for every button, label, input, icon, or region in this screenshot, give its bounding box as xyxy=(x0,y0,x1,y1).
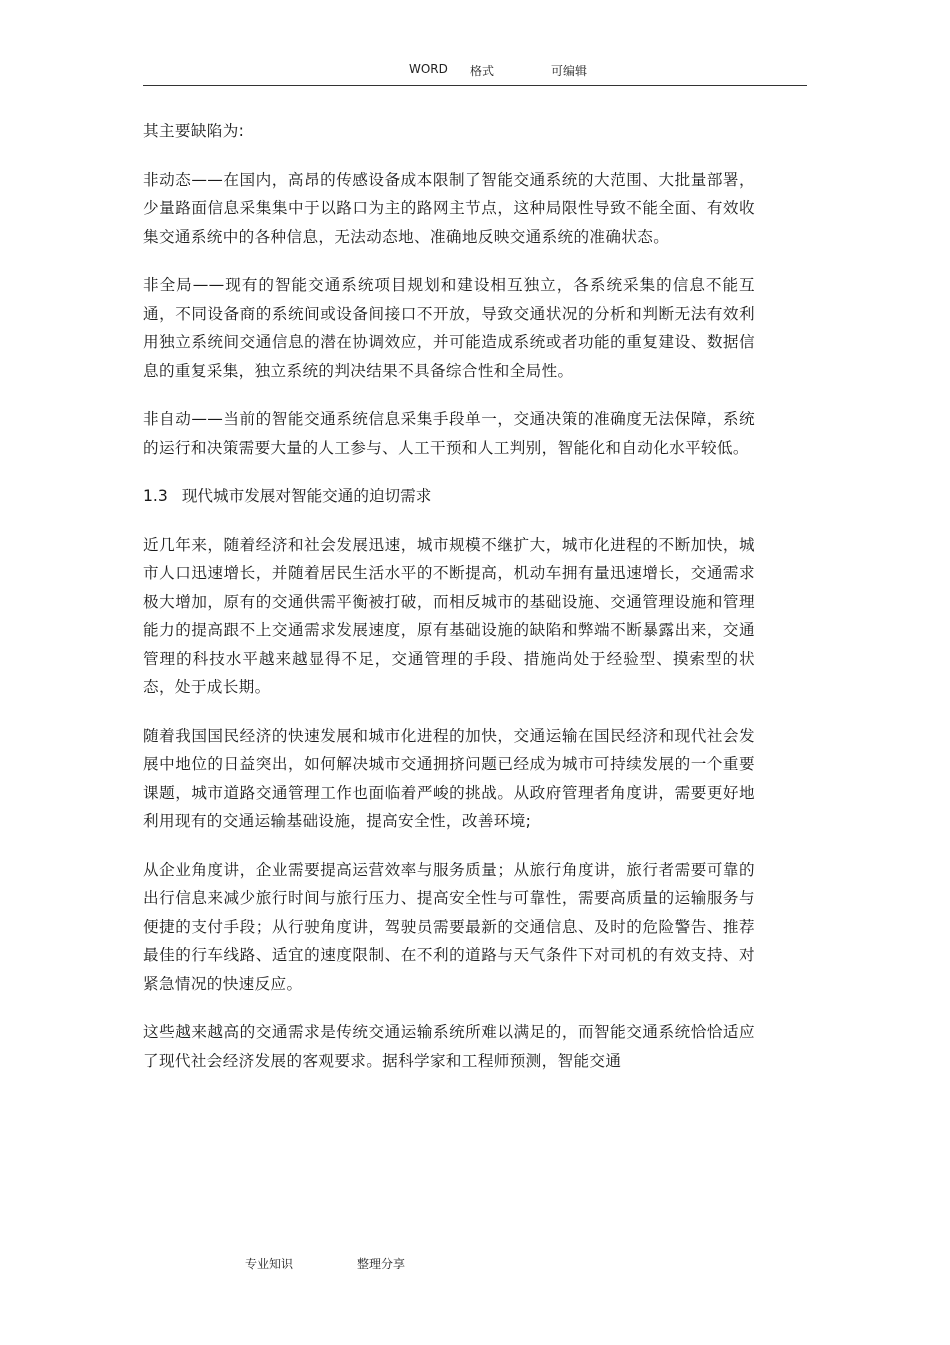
page-footer xyxy=(0,1255,950,1273)
page-header xyxy=(0,62,950,82)
section-title: 现代城市发展对智能交通的迫切需求 xyxy=(181,487,432,505)
section-heading xyxy=(143,482,755,511)
intro-paragraph: 其主要缺陷为: xyxy=(143,122,245,140)
footer-left: 专业知识 xyxy=(245,1257,294,1271)
paragraph-2: 随着我国国民经济的快速发展和城市化进程的加快，交通运输在国民经济和现代社会发展中地位的日益突出，如何解决城市交通拥挤问题已经成为城市可持续发展的一个重要课题，城市道路交通管理工作也面临着严峻的挑战。从政府管理者角度讲，需要更好地利用现有的交通运输基础设施，提高安全性，改善环境; xyxy=(143,726,755,830)
paragraph-1: 近几年来，随着经济和社会发展迅速，城市规模不继扩大，城市化进程的不断加快，城市人口迅速增长，并随着居民生活水平的不断提高，机动车拥有量迅速增长，交通需求极大增加，原有的交通供需平衡被打破，而相反城市的基础设施、交通管理设施和管理能力的提高跟不上交通需求发展速度，原有基础设施的缺陷和弊端不断暴露出来，交通管理的科技水平越来越显得不足，交通管理的手段、措施尚处于经验型、摸索型的状态，处于成长期。 xyxy=(143,535,755,696)
paragraph-non-global: 非全局——现有的智能交通系统项目规划和建设相互独立，各系统采集的信息不能互通，不同设备商的系统间或设备间接口不开放，导致交通状况的分析和判断无法有效利用独立系统间交通信息的潜在协调效应，并可能造成系统或者功能的重复建设、数据信息的重复采集，独立系统的判决结果不具备综合性和全局性。 xyxy=(143,276,755,380)
document-body xyxy=(143,117,755,1095)
paragraph-4: 这些越来越高的交通需求是传统交通运输系统所难以满足的，而智能交通系统恰恰适应了现代社会经济发展的客观要求。据科学家和工程师预测，智能交通 xyxy=(143,1023,755,1070)
header-editable: 可编辑 xyxy=(551,64,588,78)
header-format: 格式 xyxy=(470,64,495,78)
header-divider xyxy=(143,85,807,86)
paragraph-non-dynamic: 非动态——在国内，高昂的传感设备成本限制了智能交通系统的大范围、大批量部署，少量路面信息采集集中于以路口为主的路网主节点，这种局限性导致不能全面、有效收集交通系统中的各种信息，无法动态地、准确地反映交通系统的准确状态。 xyxy=(143,170,755,246)
paragraph-3: 从企业角度讲，企业需要提高运营效率与服务质量；从旅行角度讲，旅行者需要可靠的出行信息来减少旅行时间与旅行压力、提高安全性与可靠性，需要高质量的运输服务与便捷的支付手段；从行驶角度讲，驾驶员需要最新的交通信息、及时的危险警告、推荐最佳的行车线路、适宜的速度限制、在不利的道路与天气条件下对司机的有效支持、对紧急情况的快速反应。 xyxy=(143,860,755,993)
header-word: WORD xyxy=(409,62,448,76)
footer-right: 整理分享 xyxy=(357,1257,406,1271)
section-number: 1.3 xyxy=(143,487,168,505)
paragraph-non-automatic: 非自动——当前的智能交通系统信息采集手段单一，交通决策的准确度无法保障，系统的运行和决策需要大量的人工参与、人工干预和人工判别，智能化和自动化水平较低。 xyxy=(143,410,755,457)
